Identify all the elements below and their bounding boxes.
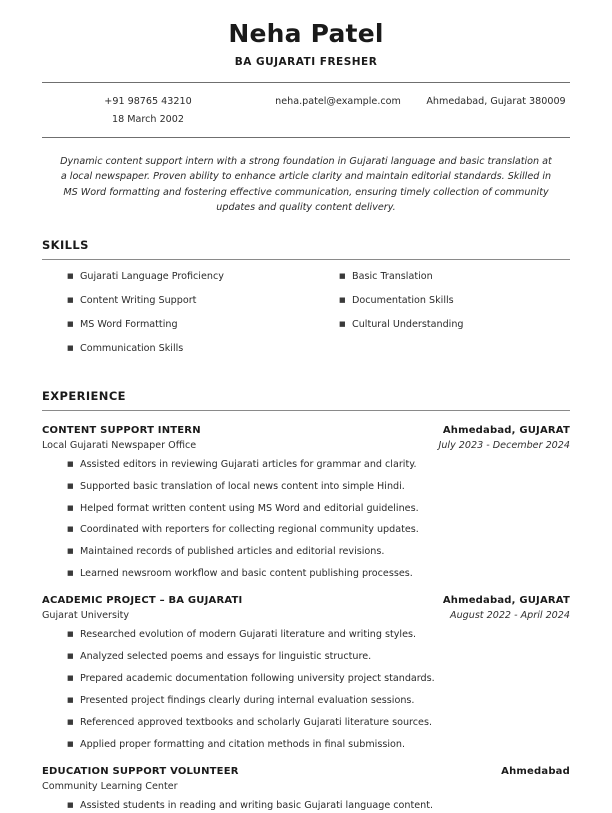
experience-bullet-text: Researched evolution of modern Gujarati literature and writing styles. bbox=[80, 629, 417, 641]
bullet-square-icon: ■ bbox=[67, 696, 74, 705]
resume-header bbox=[42, 0, 570, 68]
list-item bbox=[42, 319, 306, 332]
experience-bullets bbox=[42, 459, 570, 582]
experience-bullet-text: Learned newsroom workflow and basic content publishing processes. bbox=[80, 568, 413, 580]
list-item bbox=[42, 629, 570, 642]
experience-bullet-text: Maintained records of published articles and editorial revisions. bbox=[80, 546, 385, 558]
bullet-square-icon: ■ bbox=[67, 503, 74, 512]
experience-bullet-text: Referenced approved textbooks and scholarly Gujarati literature sources. bbox=[80, 717, 433, 728]
experience-organization: Local Gujarati Newspaper Office bbox=[42, 439, 197, 451]
bullet-square-icon: ■ bbox=[67, 525, 74, 534]
candidate-headline: BA GUJARATI FRESHER bbox=[234, 55, 378, 68]
experience-dates: August 2022 - April 2024 bbox=[450, 610, 570, 622]
list-item bbox=[42, 343, 306, 356]
skills-column-2 bbox=[306, 271, 570, 367]
experience-bullet-text: Coordinated with reporters for collecting regional community updates. bbox=[80, 524, 419, 536]
experience-item bbox=[42, 595, 570, 752]
bullet-square-icon: ■ bbox=[67, 800, 74, 809]
experience-bullet-text: Assisted editors in reviewing Gujarati articles for grammar and clarity. bbox=[80, 458, 417, 470]
bullet-square-icon: ■ bbox=[67, 319, 74, 328]
list-item bbox=[42, 546, 570, 559]
experience-location: Ahmedabad bbox=[501, 765, 570, 777]
list-item bbox=[42, 459, 570, 472]
bullet-square-icon: ■ bbox=[67, 739, 74, 748]
contact-location: Ahmedabad, Gujarat 380009 bbox=[426, 95, 566, 107]
professional-summary: Dynamic content support intern with a strong foundation in Gujarati language and basic translation at a local newspaper. Proven ability to enhance article clarity and maintain editorial standards. Skilled in MS Word formatting and fostering effective communication, ensuring timely collection of community updates and quality content delivery. bbox=[60, 155, 552, 214]
experience-bullet-text: Presented project findings clearly during internal evaluation sessions. bbox=[80, 695, 415, 707]
skill-label: Content Writing Support bbox=[80, 294, 197, 306]
experience-bullet-text: Helped format written content using MS Word and editorial guidelines. bbox=[80, 502, 419, 514]
skills-section bbox=[42, 238, 570, 367]
experience-item-header bbox=[42, 766, 570, 777]
experience-item-header bbox=[42, 425, 570, 436]
bullet-square-icon: ■ bbox=[67, 630, 74, 639]
list-item bbox=[42, 651, 570, 664]
experience-organization: Gujarat University bbox=[42, 610, 130, 622]
experience-item-subheader bbox=[42, 440, 570, 451]
list-item bbox=[42, 673, 570, 686]
skill-label: Cultural Understanding bbox=[352, 318, 464, 330]
experience-dates: July 2023 - December 2024 bbox=[438, 439, 570, 451]
list-item bbox=[42, 739, 570, 752]
bullet-square-icon: ■ bbox=[67, 547, 74, 556]
list-item bbox=[42, 295, 306, 308]
skill-label: Communication Skills bbox=[80, 342, 184, 354]
list-item bbox=[42, 503, 570, 516]
contact-phone: +91 98765 43210 bbox=[104, 95, 192, 107]
contact-column-email bbox=[254, 96, 422, 107]
bullet-square-icon: ■ bbox=[67, 459, 74, 468]
experience-item bbox=[42, 425, 570, 582]
experience-location: Ahmedabad, GUJARAT bbox=[442, 424, 570, 436]
contact-column-personal bbox=[42, 96, 254, 125]
bullet-square-icon: ■ bbox=[67, 343, 74, 352]
experience-section-divider bbox=[42, 410, 570, 411]
list-item bbox=[306, 319, 570, 332]
experience-item-subheader bbox=[42, 610, 570, 621]
experience-organization: Community Learning Center bbox=[42, 780, 178, 792]
bullet-square-icon: ■ bbox=[339, 319, 346, 328]
bullet-square-icon: ■ bbox=[67, 295, 74, 304]
experience-role: CONTENT SUPPORT INTERN bbox=[42, 424, 201, 436]
list-item bbox=[42, 800, 570, 813]
contact-birthdate: 18 March 2002 bbox=[112, 113, 184, 125]
experience-bullet-text: Applied proper formatting and citation methods in final submission. bbox=[80, 738, 406, 750]
list-item bbox=[42, 524, 570, 537]
experience-section bbox=[42, 389, 570, 813]
bullet-square-icon: ■ bbox=[67, 674, 74, 683]
bullet-square-icon: ■ bbox=[67, 481, 74, 490]
candidate-name: Neha Patel bbox=[228, 19, 384, 48]
bullet-square-icon: ■ bbox=[67, 652, 74, 661]
skill-label: Basic Translation bbox=[352, 270, 433, 282]
experience-role: ACADEMIC PROJECT – BA GUJARATI bbox=[42, 595, 243, 607]
skill-label: MS Word Formatting bbox=[80, 318, 178, 330]
experience-bullet-text: Assisted students in reading and writing basic Gujarati language content. bbox=[80, 799, 434, 811]
bullet-square-icon: ■ bbox=[339, 295, 346, 304]
experience-bullet-text: Prepared academic documentation following university project standards. bbox=[80, 673, 435, 685]
experience-bullet-text: Supported basic translation of local news content into simple Hindi. bbox=[80, 480, 405, 492]
bullet-square-icon: ■ bbox=[67, 569, 74, 578]
list-item bbox=[42, 717, 570, 730]
list-item bbox=[306, 271, 570, 284]
contact-email: neha.patel@example.com bbox=[275, 95, 401, 107]
contact-row bbox=[42, 83, 570, 137]
list-item bbox=[306, 295, 570, 308]
bullet-square-icon: ■ bbox=[339, 271, 346, 280]
experience-bullet-text: Analyzed selected poems and essays for linguistic structure. bbox=[80, 651, 372, 663]
bullet-square-icon: ■ bbox=[67, 718, 74, 726]
bullet-square-icon: ■ bbox=[67, 271, 74, 280]
skills-section-title: SKILLS bbox=[42, 237, 89, 252]
list-item bbox=[42, 271, 306, 284]
experience-section-title: EXPERIENCE bbox=[42, 388, 126, 403]
experience-item-header bbox=[42, 595, 570, 606]
skill-label: Documentation Skills bbox=[352, 294, 454, 306]
experience-bullets bbox=[42, 629, 570, 752]
skills-column-1 bbox=[42, 271, 306, 367]
experience-item-subheader bbox=[42, 781, 570, 792]
experience-bullets bbox=[42, 800, 570, 813]
experience-location: Ahmedabad, GUJARAT bbox=[442, 595, 570, 607]
skill-label: Gujarati Language Proficiency bbox=[80, 270, 224, 282]
list-item bbox=[42, 695, 570, 708]
list-item bbox=[42, 481, 570, 494]
skills-columns bbox=[42, 260, 570, 367]
list-item bbox=[42, 568, 570, 581]
experience-item bbox=[42, 766, 570, 813]
experience-role: EDUCATION SUPPORT VOLUNTEER bbox=[42, 765, 239, 777]
contact-column-location bbox=[422, 96, 570, 107]
